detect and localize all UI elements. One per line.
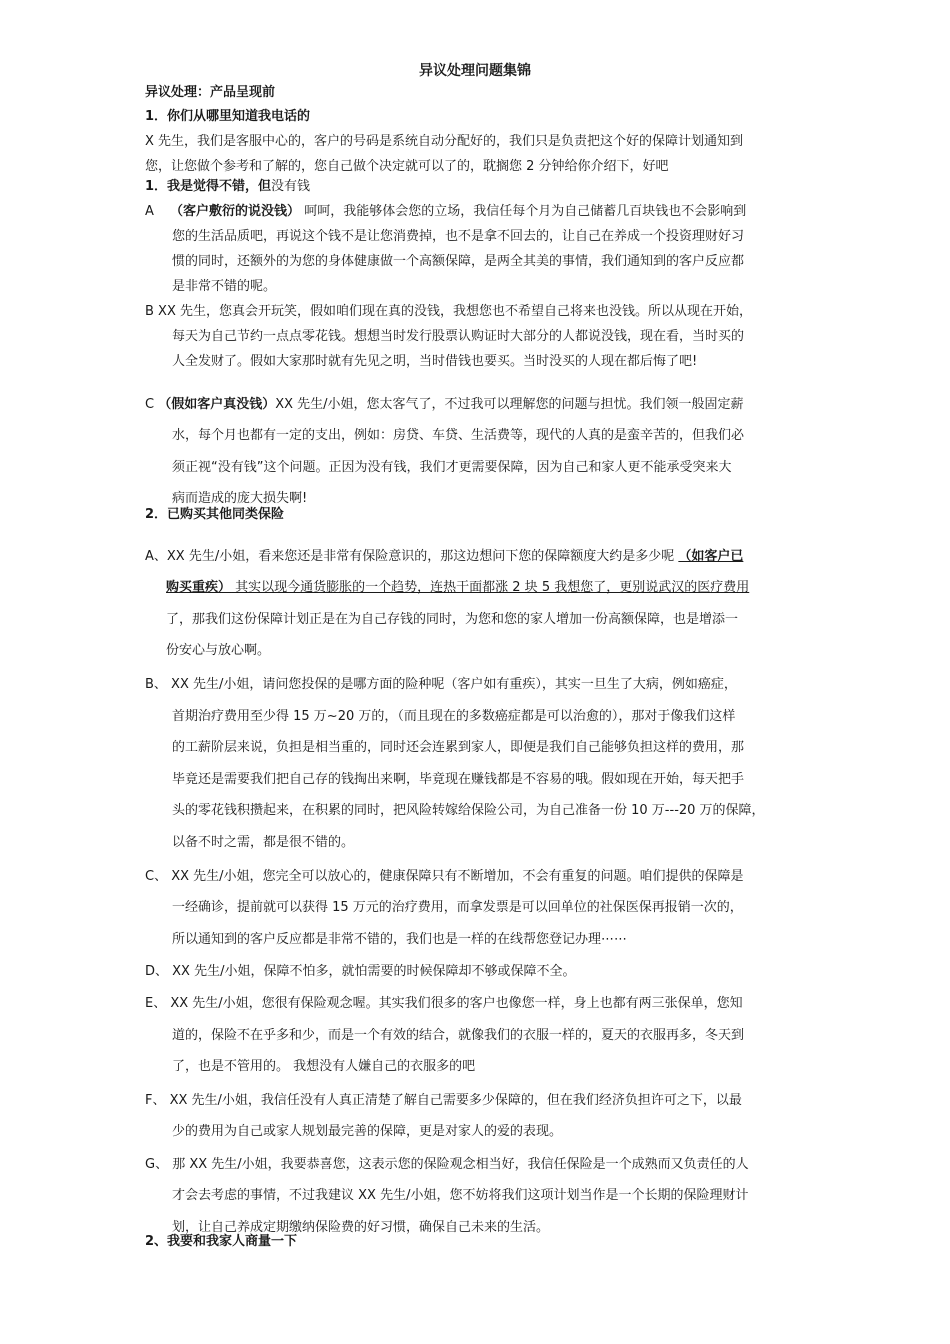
- answer-b-line-3: 人全发财了。假如大家那时就有先见之明，当时借钱也要买。当时没买的人现在都后悔了吧!: [172, 354, 698, 369]
- answer-a-line-1: [145, 203, 746, 221]
- answer-b-line-2: 每天为自己节约一点点零花钱。想想当时发行股票认购证时大部分的人都说没钱，现在看，当时买的: [172, 329, 745, 344]
- question-heading-3: 2．已购买其他同类保险: [145, 507, 285, 522]
- answer-c-line-3: 所以通知到的客户反应都是非常不错的，我们也是一样的在线帮您登记办理⋯⋯: [172, 932, 628, 947]
- answer-b-line-3: 的工薪阶层来说，负担是相当重的，同时还会连累到家人，即便是我们自己能够负担这样的费用，那: [172, 740, 745, 755]
- answer-c-line-3: 须正视“没有钱”这个问题。正因为没有钱，我们才更需要保障，因为自己和家人更不能承受突来大: [172, 460, 732, 475]
- answer-a-line-2: 您的生活品质吧，再说这个钱不是让您消费掉，也不是拿不回去的，让自己在养成一个投资理财好习: [172, 229, 745, 244]
- answer-condition: 购买重疾）: [166, 580, 232, 595]
- answer-c-line-2: 水，每个月也都有一定的支出，例如：房贷、车贷、生活费等，现代的人真的是蛮辛苦的，但我们必: [172, 428, 745, 443]
- answer-a-line-3: 了，那我们这份保障计划正是在为自己存钱的同时，为您和您的家人增加一份高额保障，也是增添一: [166, 612, 739, 627]
- answer-g-line-1: G、 那 XX 先生/小姐，我要恭喜您，这表示您的保险观念相当好，我信任保险是一个成熟而又负责任的人: [145, 1157, 749, 1172]
- answer-marker: C: [145, 397, 159, 412]
- answer-text: A、XX 先生/小姐，看来您还是非常有保险意识的，那这边想问下您的保障额度大约是多少呢: [145, 549, 679, 564]
- heading-bold-part: 1．我是觉得不错，但: [145, 179, 272, 194]
- answer-text: XX 先生/小姐，您太客气了，不过我可以理解您的问题与担忧。我们领一般固定薪: [275, 397, 744, 412]
- answer-a-line-1: [145, 548, 743, 566]
- answer-b-line-4: 毕竟还是需要我们把自己存的钱掏出来啊，毕竟现在赚钱都是不容易的哦。假如现在开始，每天把手: [172, 772, 745, 787]
- answer-condition: （客户敷衍的说没钱）: [170, 204, 301, 219]
- answer-b-line-1: B、 XX 先生/小姐，请问您投保的是哪方面的险种呢（客户如有重疾），其实一旦生了大病，例如癌症，: [145, 677, 737, 692]
- answer-a-line-2: [166, 579, 749, 597]
- paragraph-line: 您，让您做个参考和了解的，您自己做个决定就可以了的，耽搁您 2 分钟给你介绍下，好吧: [145, 159, 669, 174]
- answer-condition: （假如客户真没钱）: [158, 397, 276, 412]
- answer-d-line-1: D、 XX 先生/小姐，保障不怕多，就怕需要的时候保障却不够或保障不全。: [145, 964, 576, 979]
- answer-f-line-1: F、 XX 先生/小姐，我信任没有人真正清楚了解自己需要多少保障的，但在我们经济负担许可之下，以最: [145, 1093, 742, 1108]
- answer-b-line-1: B XX 先生，您真会开玩笑，假如咱们现在真的没钱，我想您也不希望自己将来也没钱。所以从现在开始，: [145, 304, 752, 319]
- answer-c-line-1: C、 XX 先生/小姐，您完全可以放心的，健康保障只有不断增加，不会有重复的问题。咱们提供的保障是: [145, 869, 744, 884]
- answer-g-line-2: 才会去考虑的事情，不过我建议 XX 先生/小姐，您不妨将我们这项计划当作是一个长期的保险理财计: [172, 1188, 749, 1203]
- section-heading: 异议处理：产品呈现前: [145, 85, 276, 100]
- answer-a-line-3: 惯的同时，还额外的为您的身体健康做一个高额保障，是两全其美的事情，我们通知到的客户反应都: [172, 254, 745, 269]
- document-title: 异议处理问题集锦: [419, 63, 531, 79]
- answer-b-line-5: 头的零花钱积攒起来，在积累的同时，把风险转嫁给保险公司，为自己准备一份 10 万---20 万的保障，: [172, 803, 765, 818]
- answer-c-line-4: 病而造成的庞大损失啊!: [172, 491, 308, 506]
- answer-f-line-2: 少的费用为自己或家人规划最完善的保障，更是对家人的爱的表现。: [172, 1124, 563, 1139]
- answer-b-line-6: 以备不时之需，都是很不错的。: [172, 835, 355, 850]
- answer-condition: （如客户已: [678, 549, 744, 564]
- answer-e-line-2: 道的，保险不在乎多和少，而是一个有效的结合，就像我们的衣服一样的，夏天的衣服再多，冬天到: [172, 1028, 745, 1043]
- answer-b-line-2: 首期治疗费用至少得 15 万~20 万的，（而且现在的多数癌症都是可以治愈的），那对于像我们这样: [172, 709, 736, 724]
- question-heading-1: 1．你们从哪里知道我电话的: [145, 109, 311, 124]
- answer-text: 呵呵，我能够体会您的立场，我信任每个月为自己储蓄几百块钱也不会影响到: [300, 204, 747, 219]
- answer-text: 其实以现今通货膨胀的一个趋势，连热干面都涨 2 块 5 我想您了，更别说武汉的医疗费用: [231, 580, 750, 595]
- answer-e-line-1: E、 XX 先生/小姐，您很有保险观念喔。其实我们很多的客户也像您一样，身上也都有两三张保单，您知: [145, 996, 743, 1011]
- answer-a-line-4: 是非常不错的呢。: [172, 279, 277, 294]
- answer-c-line-2: 一经确诊，提前就可以获得 15 万元的治疗费用，而拿发票是可以回单位的社保医保再报销一次的，: [172, 900, 743, 915]
- answer-marker: A: [145, 204, 154, 219]
- answer-a-line-4: 份安心与放心啊。: [166, 643, 271, 658]
- answer-g-line-3: 划，让自己养成定期缴纳保险费的好习惯，确保自己未来的生活。: [172, 1220, 550, 1235]
- paragraph-line: X 先生，我们是客服中心的，客户的号码是系统自动分配好的，我们只是负责把这个好的保障计划通知到: [145, 134, 744, 149]
- answer-c-line-1: [145, 396, 744, 414]
- question-heading-4: 2、我要和我家人商量一下: [145, 1234, 298, 1249]
- heading-rest-part: 没有钱: [271, 179, 311, 194]
- answer-e-line-3: 了，也是不管用的。 我想没有人嫌自己的衣服多的吧: [172, 1059, 476, 1074]
- question-heading-2: [145, 178, 310, 196]
